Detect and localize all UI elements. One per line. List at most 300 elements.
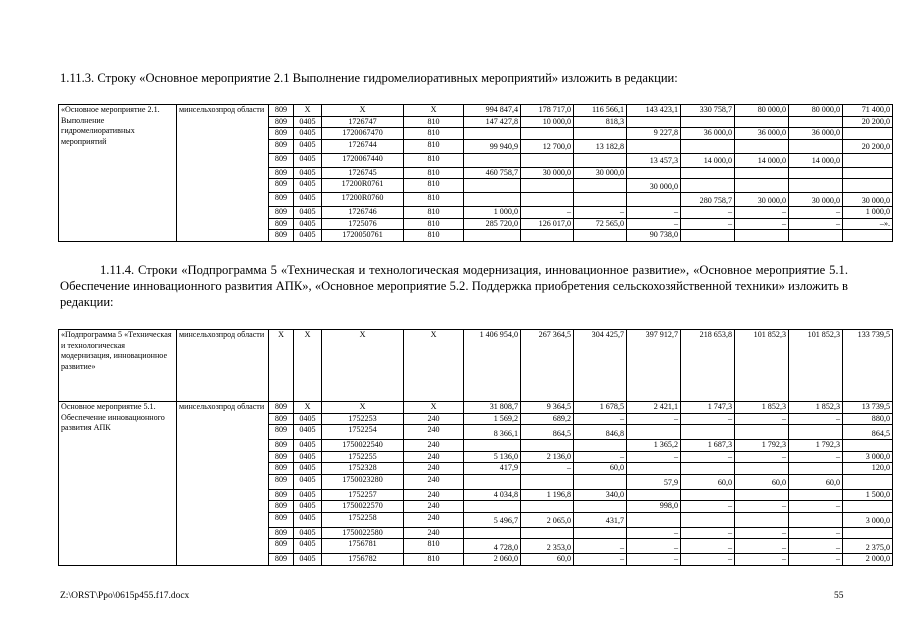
t1-value-cell: 14 000,0 [681,153,735,167]
t1-value-cell: 280 758,7 [681,193,735,207]
t1-value-cell: 994 847,4 [464,105,521,117]
t2-value-cell: – [789,451,843,463]
t1-vr-code: 810 [404,193,464,207]
t2-value-cell: – [681,413,735,425]
t2-value-cell [681,489,735,501]
t1-value-cell [735,139,789,153]
t1-value-cell [681,230,735,242]
t2-value-cell [735,425,789,440]
t2-value-cell: 1 792,3 [735,440,789,452]
t2-value-cell: 5 136,0 [464,451,521,463]
t1-value-cell: –». [843,218,893,230]
t2-value-cell: 2 421,1 [627,402,681,414]
t1-value-cell: 14 000,0 [789,153,843,167]
t2-csr-code: X [322,330,404,402]
t1-value-cell [521,193,574,207]
t1-value-cell: 10 000,0 [521,116,574,128]
t2-value-cell [843,440,893,452]
t2-value-cell: 133 739,5 [843,330,893,402]
t1-value-cell: 72 565,0 [574,218,627,230]
t2-value-cell: 3 000,0 [843,451,893,463]
t2-value-cell: 218 653,8 [681,330,735,402]
t2-csr-code: 1750022540 [322,440,404,452]
t2-csr-code: 1750023280 [322,474,404,489]
t2-csr-code: 1752257 [322,489,404,501]
t2-value-cell [521,501,574,513]
t2-gr-code: 809 [269,474,294,489]
t1-csr-code: 1726745 [322,167,404,179]
t2-value-cell: 2 136,0 [521,451,574,463]
t1-value-cell: 20 200,0 [843,139,893,153]
t2-gr-code: X [269,330,294,402]
paragraph-1-11-3: 1.11.3. Строку «Основное мероприятие 2.1 Выполнение гидромелиоративных мероприятий» изложить в редакции: [60,71,678,85]
t1-value-cell: 30 000,0 [574,167,627,179]
t2-value-cell: 1 569,2 [464,413,521,425]
t2-vr-code: 240 [404,440,464,452]
t1-csr-code: 17200R0760 [322,193,404,207]
t2-value-cell: – [681,554,735,566]
t2-value-cell: 60,0 [789,474,843,489]
t2-gr-code: 809 [269,554,294,566]
t2-value-cell: – [627,539,681,554]
t2-value-cell: 1 678,5 [574,402,627,414]
t2-value-cell: 2 000,0 [843,554,893,566]
table-measure-2-1 [58,104,893,242]
t2-value-cell: – [574,451,627,463]
t1-vr-code: X [404,105,464,117]
t1-value-cell: 90 738,0 [627,230,681,242]
t2-subprogram-name: «Подпрограмма 5 «Техническая и технологическая модернизация, инновационное развитие» [59,330,177,402]
t2-value-cell [681,463,735,475]
t1-vr-code: 810 [404,230,464,242]
t2-section-code: 0405 [294,451,322,463]
t1-value-cell [789,116,843,128]
t2-value-cell: 417,9 [464,463,521,475]
t1-value-cell: 30 000,0 [843,193,893,207]
t2-value-cell: – [681,539,735,554]
t2-section-code: 0405 [294,440,322,452]
t2-value-cell: 120,0 [843,463,893,475]
t2-value-cell: 1 687,3 [681,440,735,452]
t2-csr-code: 1752328 [322,463,404,475]
t1-value-cell: 30 000,0 [627,179,681,193]
t2-csr-code: 1750022570 [322,501,404,513]
t1-value-cell: 178 717,0 [521,105,574,117]
t2-gr-code: 809 [269,489,294,501]
t1-value-cell: 460 758,7 [464,167,521,179]
t1-value-cell: – [627,218,681,230]
t2-value-cell: 864,5 [843,425,893,440]
t2-vr-code: 810 [404,539,464,554]
t1-value-cell: – [789,218,843,230]
t1-value-cell: – [627,207,681,219]
t1-value-cell [521,230,574,242]
t2-section-code: 0405 [294,463,322,475]
t2-value-cell: 880,0 [843,413,893,425]
table-subprogram-5 [58,329,893,566]
t1-gr-code: 809 [269,218,294,230]
t1-gr-code: 809 [269,179,294,193]
t1-value-cell [843,230,893,242]
t1-value-cell: 71 400,0 [843,105,893,117]
t1-value-cell: 285 720,0 [464,218,521,230]
t2-value-cell [843,527,893,539]
t1-section-code: 0405 [294,230,322,242]
t2-value-cell: 846,8 [574,425,627,440]
t2-gr-code: 809 [269,527,294,539]
t2-value-cell: 60,0 [521,554,574,566]
t1-vr-code: 810 [404,167,464,179]
t2-value-cell: 397 912,7 [627,330,681,402]
t2-value-cell: – [789,527,843,539]
t2-value-cell: 9 364,5 [521,402,574,414]
t2-value-cell: 101 852,3 [789,330,843,402]
t2-value-cell: 2 065,0 [521,512,574,527]
table-row [59,330,893,402]
t2-value-cell: 1 365,2 [627,440,681,452]
t2-section-code: X [294,330,322,402]
t1-csr-code: 1726746 [322,207,404,219]
t2-csr-code: 1756782 [322,554,404,566]
t1-gr-code: 809 [269,139,294,153]
t2-value-cell: – [574,554,627,566]
t2-value-cell: – [627,413,681,425]
t2-gr-code: 809 [269,451,294,463]
t2-value-cell [681,425,735,440]
t1-value-cell: – [735,218,789,230]
t2-value-cell: 3 000,0 [843,512,893,527]
t1-value-cell [681,179,735,193]
t2-vr-code: 240 [404,451,464,463]
t2-value-cell: 2 375,0 [843,539,893,554]
t2-value-cell [789,463,843,475]
t1-section-code: 0405 [294,153,322,167]
t1-section-code: 0405 [294,193,322,207]
t2-value-cell: – [627,451,681,463]
t1-value-cell: – [574,207,627,219]
t2-section-code: 0405 [294,527,322,539]
t1-gr-code: 809 [269,207,294,219]
t1-value-cell [521,128,574,140]
t2-value-cell: 4 034,8 [464,489,521,501]
t2-value-cell: – [789,539,843,554]
t2-value-cell [627,489,681,501]
t2-vr-code: X [404,330,464,402]
t1-value-cell: 116 566,1 [574,105,627,117]
t2-value-cell: – [735,501,789,513]
t1-value-cell [464,128,521,140]
t1-gr-code: 809 [269,153,294,167]
t1-value-cell [574,193,627,207]
t2-vr-code: 240 [404,413,464,425]
t1-value-cell: 818,3 [574,116,627,128]
t2-value-cell: – [735,554,789,566]
t2-value-cell [627,425,681,440]
t1-vr-code: 810 [404,128,464,140]
t1-value-cell: 36 000,0 [681,128,735,140]
t2-value-cell [789,425,843,440]
t1-value-cell [681,139,735,153]
t1-csr-code: 1720067470 [322,128,404,140]
t1-vr-code: 810 [404,139,464,153]
t2-value-cell: – [789,501,843,513]
t1-value-cell: 30 000,0 [735,193,789,207]
t2-measure-name: Основное мероприятие 5.1. Обеспечение инновационного развития АПК [59,402,177,566]
t2-value-cell [521,527,574,539]
t2-csr-code: X [322,402,404,414]
t1-section-code: 0405 [294,167,322,179]
t2-value-cell [574,501,627,513]
t2-gr-code: 809 [269,440,294,452]
t2-gr-code: 809 [269,463,294,475]
t1-value-cell: 36 000,0 [789,128,843,140]
t1-value-cell [735,116,789,128]
t1-value-cell [843,167,893,179]
t1-value-cell [574,179,627,193]
t2-value-cell [574,474,627,489]
t1-value-cell [735,230,789,242]
t2-value-cell: – [627,527,681,539]
footer-page-number: 55 [834,591,844,601]
t1-section-code: 0405 [294,218,322,230]
t1-value-cell [464,179,521,193]
t1-value-cell [681,167,735,179]
t1-organization: минсельхозпрод области [177,105,269,242]
t1-value-cell: 36 000,0 [735,128,789,140]
t1-measure-name: «Основное мероприятие 2.1. Выполнение гидромелиоративных мероприятий [59,105,177,242]
t2-value-cell: 5 496,7 [464,512,521,527]
t2-value-cell: – [735,539,789,554]
t1-section-code: 0405 [294,179,322,193]
t1-value-cell: 13 457,3 [627,153,681,167]
t1-value-cell: 9 227,8 [627,128,681,140]
t2-value-cell [464,440,521,452]
t1-csr-code: 1720050761 [322,230,404,242]
t2-vr-code: 240 [404,425,464,440]
t2-value-cell: 1 500,0 [843,489,893,501]
t2-vr-code: 240 [404,501,464,513]
t1-value-cell [735,179,789,193]
paragraph-1-11-4 [60,262,848,310]
t1-section-code: X [294,105,322,117]
t2-section-code: 0405 [294,554,322,566]
t2-value-cell: 57,9 [627,474,681,489]
t2-value-cell: 1 747,3 [681,402,735,414]
t1-value-cell [789,230,843,242]
t2-value-cell [464,527,521,539]
t1-value-cell [464,193,521,207]
t2-vr-code: 810 [404,554,464,566]
t1-csr-code: 1725076 [322,218,404,230]
t1-value-cell [735,167,789,179]
t1-vr-code: 810 [404,207,464,219]
t2-value-cell: 2 353,0 [521,539,574,554]
t1-value-cell: 147 427,8 [464,116,521,128]
t2-value-cell: – [681,501,735,513]
t2-value-cell: 8 366,1 [464,425,521,440]
t1-value-cell: 30 000,0 [789,193,843,207]
t2-value-cell: – [574,539,627,554]
t2-csr-code: 1750022580 [322,527,404,539]
t1-gr-code: 809 [269,116,294,128]
t1-gr-code: 809 [269,167,294,179]
t1-gr-code: 809 [269,193,294,207]
t2-value-cell: 13 739,5 [843,402,893,414]
t1-value-cell: – [735,207,789,219]
t1-value-cell [574,153,627,167]
t1-value-cell [521,153,574,167]
t1-section-code: 0405 [294,128,322,140]
t2-value-cell: – [627,554,681,566]
t1-csr-code: 1726747 [322,116,404,128]
t1-value-cell: 1 000,0 [464,207,521,219]
t1-value-cell: 1 000,0 [843,207,893,219]
t2-value-cell [574,440,627,452]
t2-value-cell: 689,2 [521,413,574,425]
t2-value-cell: 267 364,5 [521,330,574,402]
t2-value-cell: 31 808,7 [464,402,521,414]
t2-value-cell [735,463,789,475]
t2-gr-code: 809 [269,402,294,414]
t1-value-cell [464,153,521,167]
t1-value-cell [521,179,574,193]
t1-section-code: 0405 [294,207,322,219]
t1-value-cell [681,116,735,128]
t2-section-code: 0405 [294,512,322,527]
t1-vr-code: 810 [404,116,464,128]
t1-value-cell: 12 700,0 [521,139,574,153]
t2-gr-code: 809 [269,501,294,513]
t2-value-cell: 60,0 [681,474,735,489]
t2-value-cell: 60,0 [574,463,627,475]
t2-csr-code: 1752255 [322,451,404,463]
t2-value-cell: 1 852,3 [789,402,843,414]
t2-gr-code: 809 [269,512,294,527]
t2-value-cell [464,501,521,513]
t1-value-cell [627,116,681,128]
t1-value-cell: – [681,218,735,230]
t1-value-cell: 14 000,0 [735,153,789,167]
t2-value-cell [681,512,735,527]
t2-vr-code: 240 [404,463,464,475]
t1-value-cell [627,167,681,179]
t1-value-cell: – [789,207,843,219]
t2-value-cell: 864,5 [521,425,574,440]
t1-value-cell: – [521,207,574,219]
t2-section-code: 0405 [294,489,322,501]
t2-section-code: 0405 [294,501,322,513]
t2-value-cell: – [735,527,789,539]
t1-value-cell: 30 000,0 [521,167,574,179]
t1-value-cell [843,128,893,140]
t2-value-cell [521,474,574,489]
t2-gr-code: 809 [269,413,294,425]
t2-value-cell [574,527,627,539]
t2-subprogram-organization: минсельхозпрод области [177,330,269,402]
t2-value-cell: – [521,463,574,475]
t2-value-cell [843,501,893,513]
t1-value-cell [789,179,843,193]
t2-vr-code: 240 [404,512,464,527]
t1-value-cell [627,193,681,207]
t2-section-code: 0405 [294,413,322,425]
t1-value-cell: – [681,207,735,219]
t2-organization: минсельхозпрод области [177,402,269,566]
t1-gr-code: 809 [269,105,294,117]
t2-value-cell [735,512,789,527]
t2-value-cell: 340,0 [574,489,627,501]
t1-value-cell: 80 000,0 [789,105,843,117]
table-row [59,105,893,117]
paragraph-1-11-4-text: 1.11.4. Строки «Подпрограмма 5 «Техническая и технологическая модернизация, инновационное развитие», «Основное мероприятие 5.1. Обеспечение инновационного развития АПК», «Основное мероприятие 5.2. Поддержка приобретения сельскохозяйственной техники» изложить в редакции: [60,263,848,309]
t2-value-cell: 1 196,8 [521,489,574,501]
t2-value-cell: – [574,413,627,425]
t2-value-cell: 1 406 954,0 [464,330,521,402]
t2-csr-code: 1756781 [322,539,404,554]
t2-value-cell: 4 728,0 [464,539,521,554]
t2-vr-code: 240 [404,474,464,489]
footer-file-path: Z:\ORST\Ppo\0615p455.f17.docx [60,591,190,601]
t2-csr-code: 1752253 [322,413,404,425]
t2-value-cell: 1 852,3 [735,402,789,414]
t2-vr-code: 240 [404,527,464,539]
t1-value-cell [843,179,893,193]
t1-csr-code: 1720067440 [322,153,404,167]
t1-gr-code: 809 [269,230,294,242]
t2-value-cell [627,463,681,475]
t2-value-cell: 998,0 [627,501,681,513]
t2-section-code: 0405 [294,474,322,489]
t2-section-code: 0405 [294,425,322,440]
t1-csr-code: 1726744 [322,139,404,153]
t1-csr-code: X [322,105,404,117]
t1-value-cell: 126 017,0 [521,218,574,230]
t1-value-cell: 80 000,0 [735,105,789,117]
t2-value-cell [735,489,789,501]
t2-csr-code: 1752254 [322,425,404,440]
t1-vr-code: 810 [404,218,464,230]
t2-value-cell [464,474,521,489]
t2-value-cell: – [735,451,789,463]
t1-value-cell: 20 200,0 [843,116,893,128]
t1-gr-code: 809 [269,128,294,140]
t1-value-cell: 13 182,8 [574,139,627,153]
t2-value-cell: – [789,554,843,566]
t2-value-cell: 2 060,0 [464,554,521,566]
t2-section-code: X [294,402,322,414]
t2-value-cell [843,474,893,489]
t2-value-cell [789,489,843,501]
t2-value-cell [521,440,574,452]
t2-value-cell: 431,7 [574,512,627,527]
t2-value-cell: 101 852,3 [735,330,789,402]
t1-vr-code: 810 [404,153,464,167]
t1-value-cell [627,139,681,153]
t1-value-cell: 99 940,9 [464,139,521,153]
t2-value-cell: – [681,527,735,539]
t2-value-cell: – [735,413,789,425]
t1-value-cell [843,153,893,167]
t1-value-cell [464,230,521,242]
t2-value-cell: – [681,451,735,463]
t2-gr-code: 809 [269,539,294,554]
t1-value-cell: 143 423,1 [627,105,681,117]
t1-value-cell: 330 758,7 [681,105,735,117]
t2-value-cell: 60,0 [735,474,789,489]
t1-section-code: 0405 [294,116,322,128]
t2-csr-code: 1752258 [322,512,404,527]
t2-value-cell: – [789,413,843,425]
